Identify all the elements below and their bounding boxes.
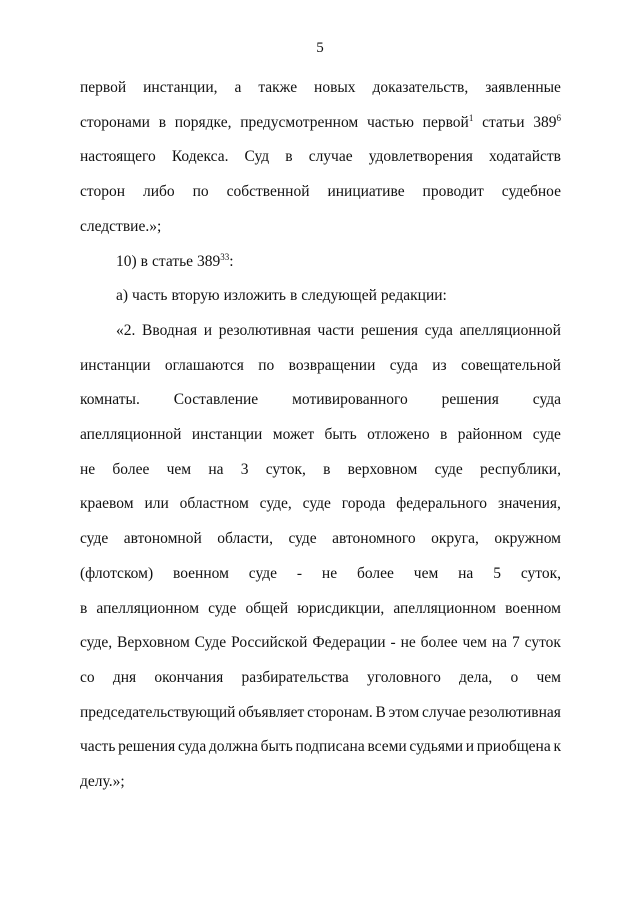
word: быть: [324, 426, 357, 443]
text-line: [80, 217, 561, 237]
word: проводит: [422, 183, 484, 201]
text-line: [116, 252, 561, 272]
word: следующей: [301, 287, 377, 305]
text-line: [80, 668, 561, 688]
word: решения: [441, 391, 499, 409]
word: быть: [260, 738, 293, 756]
text-line: [80, 737, 561, 757]
word: следствие.»;: [80, 217, 162, 235]
word: военном: [505, 599, 561, 617]
word: дела,: [459, 668, 493, 686]
word: статьи: [482, 113, 525, 131]
word: резолютивная: [468, 703, 561, 721]
text-line: [80, 460, 561, 480]
word: области,: [217, 530, 273, 548]
word: порядке,: [174, 113, 232, 131]
word: также: [258, 79, 298, 96]
page-number: 5: [316, 40, 324, 56]
word: и: [465, 738, 475, 756]
word: вторую: [171, 287, 220, 305]
text-line: [80, 78, 561, 98]
word: к: [553, 738, 561, 756]
word: суде: [208, 599, 237, 617]
word: более: [112, 460, 150, 478]
text-line: [116, 321, 561, 341]
word: -: [390, 634, 396, 652]
word: не: [400, 634, 416, 652]
word: суда: [389, 356, 418, 374]
word: ходатайств: [489, 148, 561, 166]
word: новых: [314, 79, 356, 96]
word: апелляционной: [80, 426, 182, 443]
word: более: [420, 634, 458, 652]
word: в: [158, 113, 167, 131]
word: инициативе: [327, 183, 405, 201]
word: суде: [288, 530, 317, 548]
word: статье: [152, 252, 194, 270]
word: со: [80, 668, 95, 686]
word: резолютивная: [218, 321, 311, 339]
word: этом: [388, 703, 420, 721]
word: «2.: [116, 321, 136, 339]
word: апелляционном: [96, 599, 200, 617]
word: в: [285, 148, 293, 166]
text-line: [80, 147, 561, 167]
word: инстанции,: [143, 79, 218, 96]
word: окружном: [494, 530, 561, 548]
word: случае: [421, 703, 466, 721]
word: сторон: [80, 183, 125, 201]
text-line: [80, 599, 561, 619]
word: решения: [118, 738, 176, 756]
word: части: [317, 321, 355, 339]
word: первой: [80, 79, 127, 96]
word: не: [80, 460, 96, 478]
word: 5: [493, 564, 501, 582]
word: либо: [142, 183, 175, 201]
word: инстанции: [191, 426, 263, 443]
word: собственной: [226, 183, 310, 201]
word: Вводная: [142, 321, 198, 339]
word: оглашаются: [164, 356, 244, 374]
word: судьями: [409, 738, 464, 756]
word: в: [80, 599, 88, 617]
word: апелляционной: [459, 321, 561, 339]
word: предусмотренном: [240, 113, 359, 131]
word: суде: [248, 564, 277, 582]
text-line: [80, 182, 561, 202]
word: делу.»;: [80, 773, 125, 790]
word: редакции:: [380, 287, 447, 305]
word: автономного: [332, 530, 416, 548]
word: республики,: [480, 460, 561, 478]
word: уголовного: [366, 668, 441, 686]
word: в: [323, 460, 331, 478]
word: суде: [80, 530, 109, 548]
word: по: [258, 356, 275, 374]
word: по: [192, 183, 209, 201]
word: юрисдикции,: [297, 599, 385, 617]
word: первой$^1$: [422, 112, 474, 131]
word: федерального: [396, 495, 488, 513]
word: суде: [434, 460, 463, 478]
word: часть: [132, 287, 168, 305]
word: чем: [166, 460, 192, 478]
word: краевом: [80, 495, 134, 513]
word: разбирательства: [241, 668, 349, 686]
word: суда: [177, 738, 207, 756]
word: случае: [308, 148, 353, 166]
word: на: [491, 634, 508, 652]
text-line: [80, 564, 561, 584]
word: и: [203, 321, 213, 339]
text-line: [80, 494, 561, 514]
word: часть: [80, 738, 116, 756]
word: заявленные: [485, 79, 561, 96]
word: В: [375, 703, 386, 721]
word: Верховном: [117, 634, 190, 652]
text-line: [80, 772, 561, 792]
word: всеми: [367, 738, 407, 756]
word: настоящего: [80, 148, 156, 166]
text-line: [80, 113, 561, 133]
word: суде,: [80, 634, 113, 652]
word: районном: [457, 426, 523, 443]
word: (флотском): [80, 564, 154, 582]
text-line: [80, 390, 561, 410]
word: изложить: [223, 287, 286, 305]
word: апелляционном: [393, 599, 496, 617]
word: может: [272, 426, 315, 443]
word: $389^6$: [533, 112, 561, 131]
word: не: [321, 564, 338, 582]
word: суде: [532, 426, 561, 443]
word: сторонам.: [307, 703, 373, 721]
word: на: [208, 460, 224, 478]
word: чем: [462, 634, 487, 652]
text-line: [80, 703, 561, 723]
word: а: [234, 79, 242, 96]
text-line: [80, 356, 561, 376]
word: военном: [173, 564, 229, 582]
word: 7: [511, 634, 520, 652]
word: в: [440, 426, 448, 443]
word: Федерации: [312, 634, 386, 652]
word: председательствующий: [80, 703, 236, 721]
word: дня: [112, 668, 137, 686]
word: 3: [240, 460, 249, 478]
word: объявляет: [238, 703, 305, 721]
text-line: [80, 529, 561, 549]
word: должна: [208, 738, 258, 756]
word: совещательной: [461, 356, 561, 374]
text-line: [116, 286, 561, 306]
word: более: [356, 564, 394, 582]
word: приобщена: [476, 738, 551, 756]
word: суде: [302, 495, 331, 513]
word: а): [116, 287, 129, 305]
word: отложено: [367, 426, 430, 443]
word: суток,: [265, 460, 306, 478]
word: округа,: [431, 530, 479, 548]
word: суда: [424, 321, 453, 339]
word: судебное: [501, 183, 561, 201]
word: доказательств,: [372, 79, 469, 96]
word: автономной: [123, 530, 202, 548]
word: или: [144, 495, 169, 513]
word: из: [432, 356, 447, 374]
word: мотивированного: [292, 391, 408, 409]
word: $389^{33}$:: [197, 251, 234, 270]
word: в: [289, 287, 298, 305]
word: окончания: [154, 668, 224, 686]
word: о: [510, 668, 519, 686]
word: Кодекса.: [171, 148, 229, 166]
word: в: [140, 252, 148, 270]
word: суток,: [520, 564, 561, 582]
word: 10): [116, 252, 137, 270]
word: комнаты.: [80, 391, 140, 409]
word: на: [458, 564, 474, 582]
word: инстанции: [80, 356, 151, 374]
word: частью: [366, 113, 414, 131]
word: города: [341, 495, 386, 513]
word: общей: [245, 599, 289, 617]
word: областном: [179, 495, 249, 513]
text-line: [80, 425, 561, 445]
word: сторонами: [80, 113, 150, 131]
word: суде,: [259, 495, 292, 513]
word: Суд: [244, 148, 270, 166]
word: Российской: [231, 634, 308, 652]
word: верховном: [347, 460, 418, 478]
text-line: [80, 633, 561, 653]
word: удовлетворения: [368, 148, 473, 166]
word: чем: [413, 564, 439, 582]
word: суток: [524, 634, 561, 652]
word: возвращении: [288, 356, 376, 374]
word: -: [296, 564, 303, 582]
word: подписана: [295, 738, 365, 756]
word: суда: [532, 391, 561, 409]
word: чем: [536, 668, 561, 686]
word: значения,: [497, 495, 561, 513]
word: Суде: [194, 634, 227, 652]
word: Составление: [173, 391, 259, 409]
word: решения: [360, 321, 418, 339]
